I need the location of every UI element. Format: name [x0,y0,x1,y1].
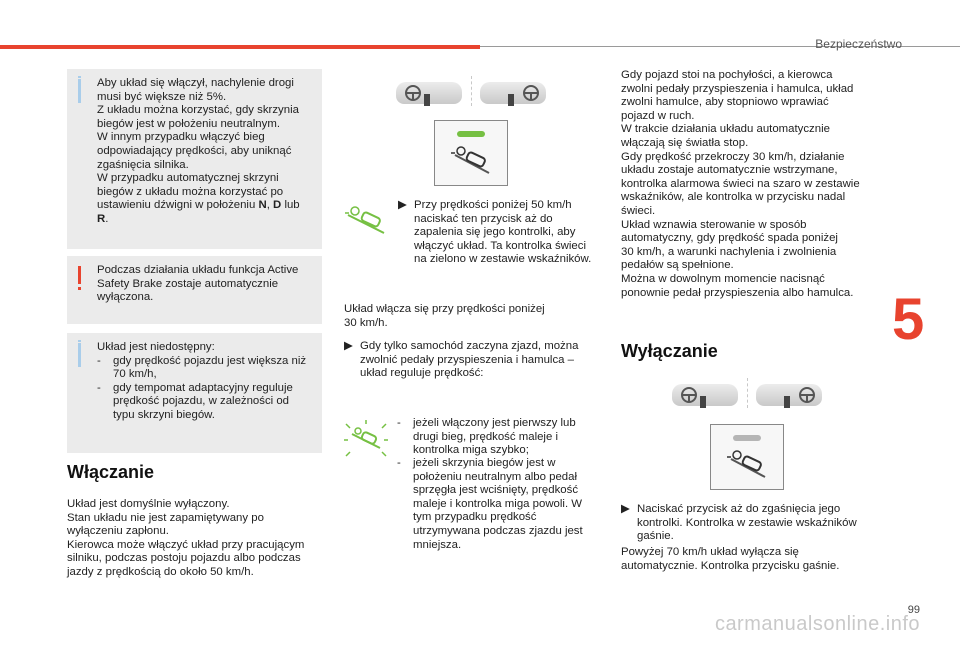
warning-text: Podczas działania układu funkcja Active Safety Brake zostaje automatycznie wyłączona. [97,264,299,304]
arrow-icon: ▶ [398,199,407,211]
center-divider [471,76,472,106]
page-number: 99 [907,604,920,616]
steering-wheel-icon [521,84,541,102]
stalk [700,396,706,408]
section-title: Bezpieczeństwo [815,37,902,51]
header-accent-bar [0,45,480,49]
stalk [784,396,790,408]
hill-descent-button-panel[interactable] [710,424,784,490]
info-icon [78,343,81,367]
hill-descent-blinking-icon [342,418,390,458]
steering-wheel-icon [797,386,817,404]
info-icon [78,79,81,103]
note-intro: Układ jest niedostępny: [97,341,215,353]
hill-descent-icon [725,449,771,481]
warning-icon [78,266,81,284]
heading-activation: Włączanie [67,462,155,482]
step-enable: ▶ Przy prędkości poniżej 50 km/h naciskać ten przycisk aż do zapalenia się jego kontrolki, aby włączyć układ. Ta kontrolka świeci na zielono w zestawie wskaźników. [398,199,592,266]
steering-wheel-icon [403,84,423,102]
button-led [457,131,485,137]
note-text: Aby układ się włączył, nachylenie drogi musi być większe niż 5%. Z układu można korzystać, gdy skrzynia biegów jest w położeniu neutralnym. W innym przypadku włączyć bieg odpowiadający prędkości, aby uniknąć zgaśnięcia silnika. W przypadku automatycznej skrzyni biegów z układu można korzystać po ustawieniu dźwigni w położeniu N, D lub R. [97,77,300,225]
stalk [424,94,430,106]
arrow-icon: ▶ [344,340,353,352]
steering-wheel-icon [679,386,699,404]
activation-body: Układ jest domyślnie wyłączony. Stan układu nie jest zapamiętywany po wyłączeniu zapłonu. Kierowca może włączyć układ przy pracującym silniku, podczas postoju pojazdu albo podczas jazdy z prędkością do około 50 km/h. [67,498,305,578]
hill-descent-icon [449,145,495,177]
step-release-pedals: ▶ Gdy tylko samochód zaczyna zjazd, można zwolnić pedały przyspieszenia i hamulca – układ reguluje prędkość: [344,340,579,380]
button-led-off [733,435,761,441]
dashboard-illustration [396,76,548,188]
list-item: - jeżeli skrzynia biegów jest w położeniu neutralnym albo pedał sprzęgła jest wciśnięty, prędkość maleje i kontrolka miga powoli. W tym przypadku prędkość utrzymywana podczas zjazdu jest mniejsza. [397,457,583,551]
center-divider [747,378,748,408]
info-note-conditions [67,69,322,249]
list-item: - gdy prędkość pojazdu jest większa niż 70 km/h, [97,354,307,381]
info-note-unavailable [67,333,322,453]
chapter-number: 5 [892,287,925,352]
operation-body: Gdy pojazd stoi na pochyłości, a kierowca zwolni pedały przyspieszenia i hamulca, układ zwolni hamulce, aby stopniowo wprawiać pojazd w ruch. W trakcie działania układu automatycznie włączają się światła stop. Gdy prędkość przekroczy 30 km/h, działanie układu zostaje automatycznie wstrzymane, kontrolka alarmowa świeci na szaro w zestawie wskaźników, ale kontrolka w przycisku nadal świeci. Układ wznawia sterowanie w sposób automatyczny, gdy prędkość spada poniżej 30 km/h, a warunki nachylenia i zwolnienia pedałów są spełnione. Można w dowolnym momencie nacisnąć ponownie pedał przyspieszenia albo hamulca. [621,69,860,299]
activation-speed-note: Układ włącza się przy prędkości poniżej 30 km/h. [344,303,545,329]
warning-note-asb [67,256,322,324]
auto-off-note: Powyżej 70 km/h układ wyłącza się automatycznie. Kontrolka przycisku gaśnie. [621,546,840,572]
list-item: - gdy tempomat adaptacyjny reguluje prędkość pojazdu, w zależności od typu skrzyni biegów. [97,381,293,421]
arrow-icon: ▶ [621,503,630,515]
list-item: - jeżeli włączony jest pierwszy lub drugi bieg, prędkość maleje i kontrolka miga szybko; [397,417,576,457]
heading-deactivation: Wyłączanie [621,341,718,361]
watermark: carmanualsonline.info [714,613,920,635]
dashboard-illustration [672,378,824,492]
hill-descent-button-panel[interactable] [434,120,508,186]
step-disable: ▶ Naciskać przycisk aż do zgaśnięcia jego kontrolki. Kontrolka w zestawie wskaźników gaśnie. [621,503,857,543]
hill-descent-indicator-icon [342,203,390,237]
stalk [508,94,514,106]
